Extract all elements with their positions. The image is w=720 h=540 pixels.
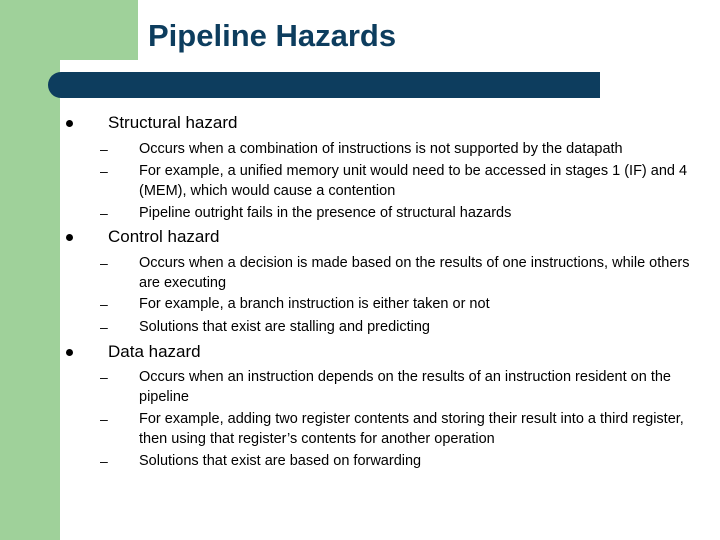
sub-item-text: For example, adding two register contents and storing their result into a third register, then using that register’s contents for another operation xyxy=(139,411,684,447)
dash-icon: – xyxy=(100,141,108,157)
bullet-dot-icon xyxy=(66,349,73,356)
sub-item-text: Solutions that exist are stalling and predicting xyxy=(139,319,430,335)
slide-title: Pipeline Hazards xyxy=(148,18,397,53)
title-underline-bar xyxy=(48,72,600,98)
dash-icon: – xyxy=(100,453,108,469)
dash-icon: – xyxy=(100,369,108,385)
bullet-dot-icon xyxy=(66,234,73,241)
sub-item-text: Pipeline outright fails in the presence of structural hazards xyxy=(139,205,512,221)
dash-icon: – xyxy=(100,255,108,271)
bullet-label: Structural hazard xyxy=(108,113,238,132)
sub-item-text: Solutions that exist are based on forwarding xyxy=(139,453,422,469)
dash-icon: – xyxy=(100,319,108,335)
bullet-label: Data hazard xyxy=(108,342,201,361)
sub-item-text: Occurs when a decision is made based on the results of one instructions, while others are executing xyxy=(139,255,690,291)
bullet-dot-icon xyxy=(66,120,73,127)
dash-icon: – xyxy=(100,205,108,221)
sub-item-text: Occurs when a combination of instructions is not supported by the datapath xyxy=(139,141,623,157)
dash-icon: – xyxy=(100,163,108,179)
sub-item-text: For example, a branch instruction is either taken or not xyxy=(139,296,490,312)
sub-item-text: For example, a unified memory unit would need to be accessed in stages 1 (IF) and 4 (MEM), which would cause a contention xyxy=(139,163,688,199)
top-accent-block xyxy=(60,0,138,60)
sub-item-text: Occurs when an instruction depends on the results of an instruction resident on the pipeline xyxy=(139,369,671,405)
dash-icon: – xyxy=(100,296,108,312)
bullet-label: Control hazard xyxy=(108,227,220,246)
dash-icon: – xyxy=(100,411,108,427)
